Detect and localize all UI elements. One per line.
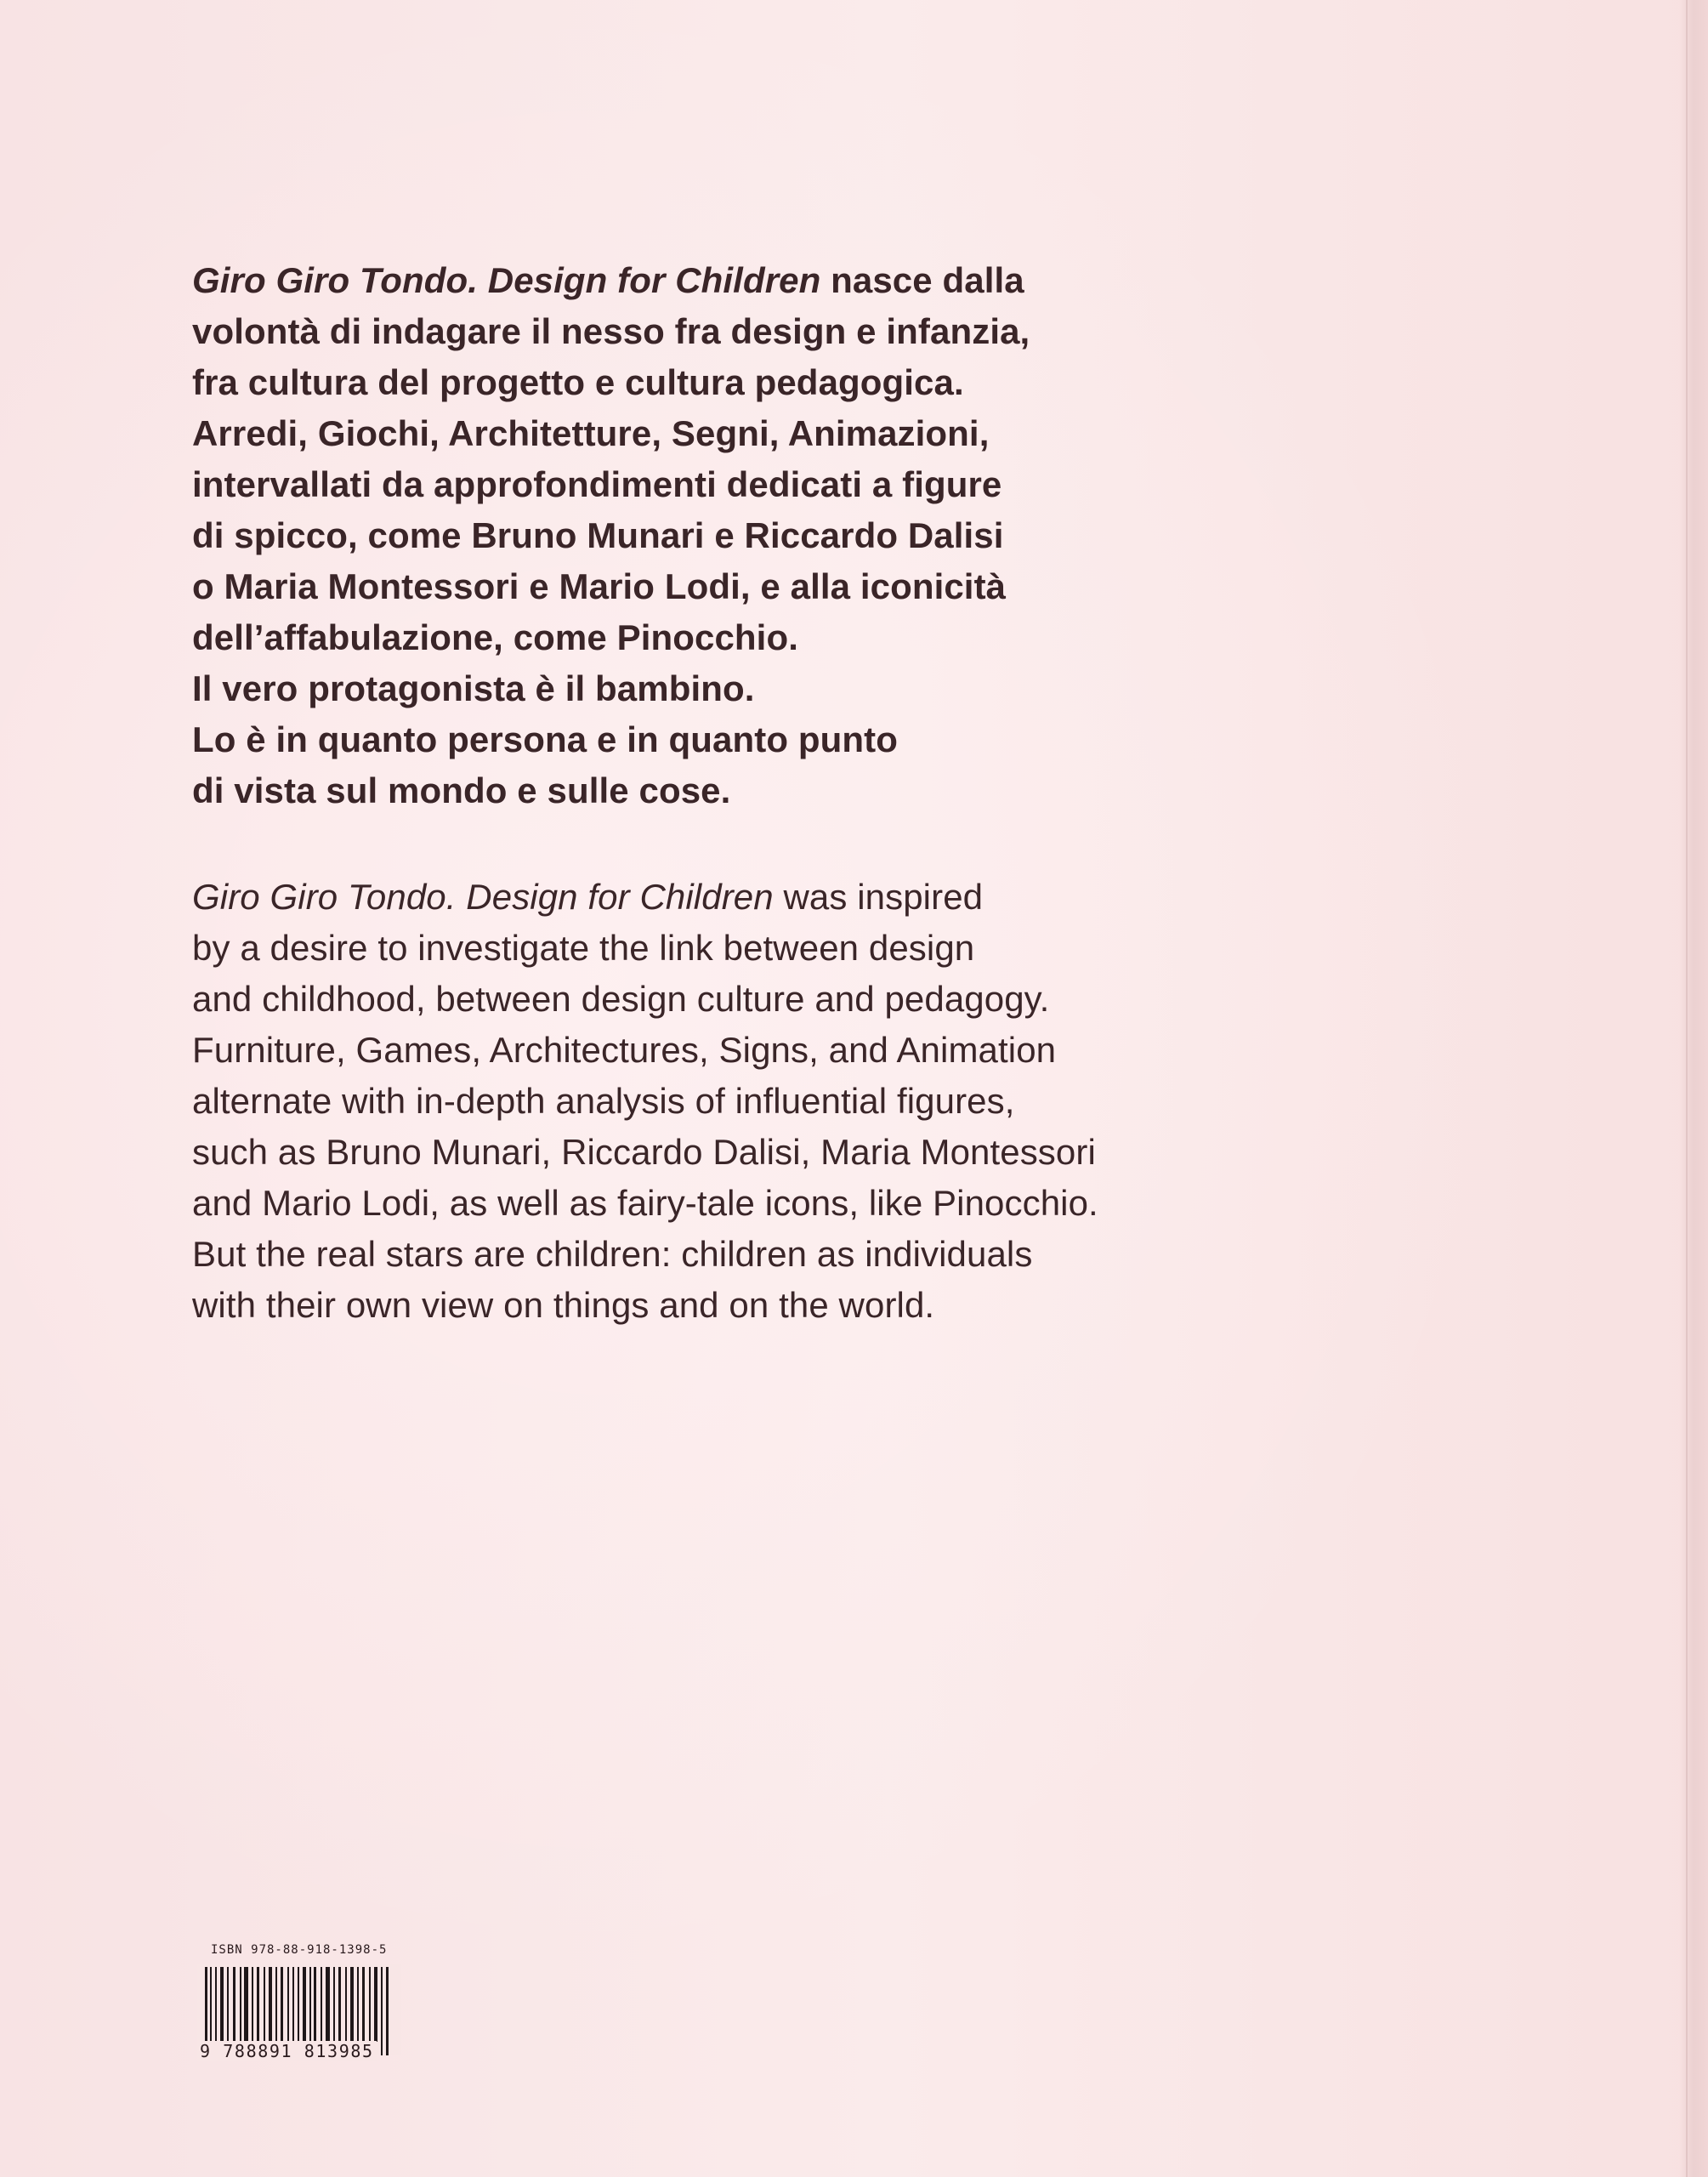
barcode-digits: 9 788891 813985 (197, 2041, 377, 2061)
italian-line-3: fra cultura del progetto e cultura pedagogica. (192, 362, 964, 402)
italian-line-1 (192, 255, 1255, 306)
english-line-2: by a desire to investigate the link between design (192, 928, 975, 968)
english-line-4: Furniture, Games, Architectures, Signs, and Animation (192, 1030, 1057, 1070)
italian-line-7: o Maria Montessori e Mario Lodi, e alla iconicità (192, 566, 1007, 606)
italian-line-5: intervallati da approfondimenti dedicati a figure (192, 464, 1002, 504)
italian-line-11: di vista sul mondo e sulle cose. (192, 770, 731, 810)
english-description (192, 872, 1255, 1331)
english-line-3: and childhood, between design culture and pedagogy. (192, 979, 1050, 1019)
italian-line-1-text: nasce dalla (820, 260, 1024, 300)
english-line-6: such as Bruno Munari, Riccardo Dalisi, Maria Montessori (192, 1132, 1096, 1172)
isbn-barcode-block (197, 1943, 401, 2062)
italian-line-6: di spicco, come Bruno Munari e Riccardo Dalisi (192, 515, 1004, 555)
english-line-1 (192, 872, 1255, 923)
italian-line-9: Il vero protagonista è il bambino. (192, 668, 755, 708)
english-line-9: with their own view on things and on the world. (192, 1285, 935, 1325)
english-line-8: But the real stars are children: children as individuals (192, 1234, 1033, 1274)
english-line-1-text: was inspired (773, 877, 984, 917)
english-line-5: alternate with in-depth analysis of influential figures, (192, 1081, 1015, 1121)
italian-line-4: Arredi, Giochi, Architetture, Segni, Animazioni, (192, 413, 990, 453)
book-edge-shadow (1679, 0, 1708, 2177)
italian-line-2: volontà di indagare il nesso fra design e infanzia, (192, 311, 1030, 351)
english-book-title: Giro Giro Tondo. Design for Children (192, 877, 774, 917)
italian-description (192, 255, 1255, 816)
italian-book-title: Giro Giro Tondo. Design for Children (192, 260, 821, 300)
book-spine-edge (1686, 0, 1688, 2177)
italian-line-10: Lo è in quanto persona e in quanto punto (192, 719, 898, 759)
english-line-7: and Mario Lodi, as well as fairy-tale icons, like Pinocchio. (192, 1183, 1098, 1223)
italian-line-8: dell’affabulazione, come Pinocchio. (192, 617, 798, 657)
isbn-label: ISBN 978-88-918-1398-5 (211, 1943, 388, 1957)
